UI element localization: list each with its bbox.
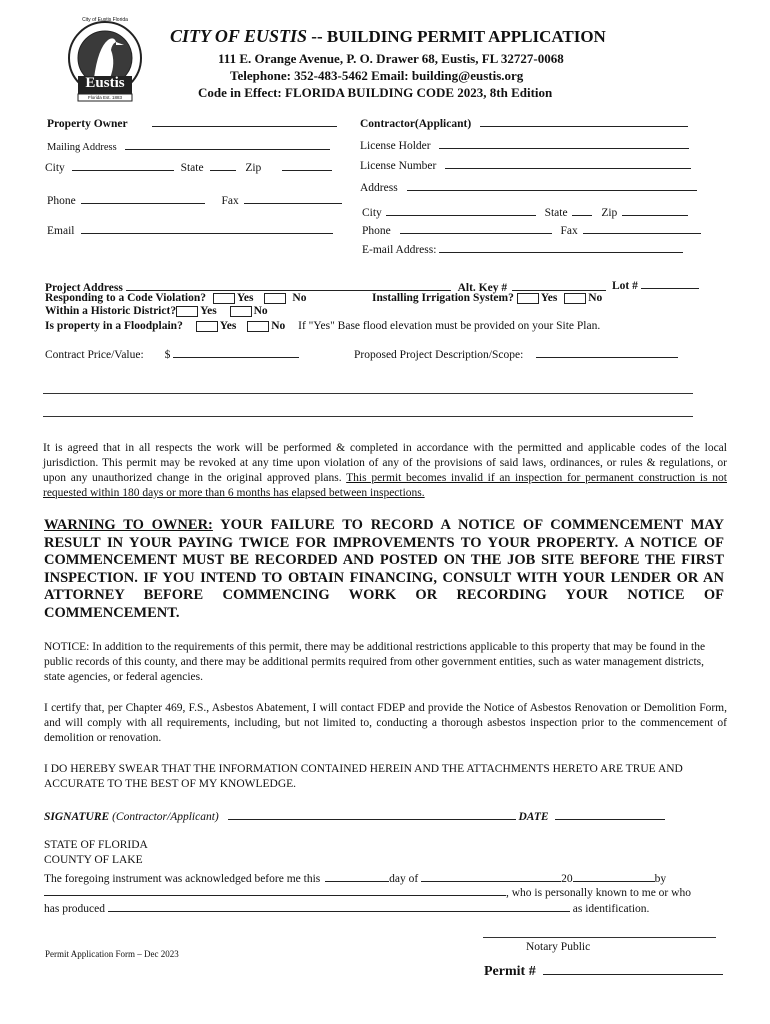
contractor-address-label: Address xyxy=(360,182,398,194)
description-label: Proposed Project Description/Scope: xyxy=(354,349,524,361)
city-name: CITY OF EUSTIS xyxy=(170,26,308,46)
header-code: Code in Effect: FLORIDA BUILDING CODE 2023, 8th Edition xyxy=(198,85,553,100)
acknowledged-month-field[interactable] xyxy=(421,870,561,882)
has-produced-row xyxy=(44,900,649,915)
contractor-label: Contractor(Applicant) xyxy=(360,118,472,130)
irrigation-yes-checkbox[interactable] xyxy=(517,293,539,304)
lot-row xyxy=(612,277,699,292)
asbestos-paragraph: I certify that, per Chapter 469, F.S., Asbestos Abatement, I will contact FDEP and provide the Notice of Asbestos Renovation or Demolition Form, and will comply with all requirements, including, but not limited to, conducting a thorough asbestos inspection prior to the commencement of demolition or renovation. xyxy=(44,702,727,744)
mailing-address-label: Mailing Address xyxy=(47,142,117,153)
code-violation-yes-label: Yes xyxy=(236,292,254,304)
acknowledged-day-field[interactable] xyxy=(325,870,389,882)
owner-city-field[interactable] xyxy=(72,159,174,171)
floodplain-yes-checkbox[interactable] xyxy=(196,321,218,332)
owner-state-label: State xyxy=(180,162,204,174)
description-line-2[interactable] xyxy=(43,416,693,417)
acknowledged-label: The foregoing instrument was acknowledged before me this xyxy=(44,873,321,885)
project-address-label: Project Address xyxy=(45,282,123,294)
warning-text: YOUR FAILURE TO RECORD A NOTICE OF COMMENCEMENT MAY RESULT IN YOUR PAYING TWICE FOR IMPROVEMENTS TO YOUR PROPERTY. A NOTICE OF COMMENCEMENT MUST BE RECORDED AND POSTED ON THE JOB SITE BEFORE THE FIRST INSPECTION. IF YOU INTEND TO OBTAIN FINANCING, CONSULT WITH YOUR LENDER OR AN ATTORNEY BEFORE COMMENCING WORK OR RECORDING YOUR NOTICE OF COMMENCEMENT. xyxy=(44,517,724,621)
lot-field[interactable] xyxy=(641,277,699,289)
irrigation-label: Installing Irrigation System? xyxy=(372,292,514,304)
header-contact: Telephone: 352-483-5462 Email: building@eustis.org xyxy=(230,68,524,83)
contractor-zip-field[interactable] xyxy=(622,204,688,216)
contractor-phone-label: Phone xyxy=(362,225,391,237)
city-seal-logo xyxy=(64,18,146,106)
agreement-paragraph xyxy=(43,441,727,501)
owner-email-row xyxy=(47,222,333,237)
contractor-fax-label: Fax xyxy=(560,225,578,237)
logo-est-text: Florida Est. 1883 xyxy=(87,95,123,100)
notary-public-label: Notary Public xyxy=(526,941,591,953)
floodplain-no-checkbox[interactable] xyxy=(247,321,269,332)
contractor-email-field[interactable] xyxy=(439,241,683,253)
license-holder-label: License Holder xyxy=(360,140,431,152)
warning-paragraph xyxy=(44,517,724,622)
form-version: Permit Application Form – Dec 2023 xyxy=(45,949,179,959)
property-owner-label: Property Owner xyxy=(47,118,128,130)
floodplain-row xyxy=(45,320,600,332)
day-of-label: day of xyxy=(389,873,419,885)
contractor-phone-field[interactable] xyxy=(400,222,552,234)
signature-label: SIGNATURE xyxy=(44,811,110,823)
agreement-text: It is agreed that in all respects the work will be performed & completed in accordance with the permitted and applicable codes of the local jurisdiction. This permit may be revoked at any time upon violation of any of the provisions of said laws, ordinances, or rules & regulations, or upon any unauthorized change in the original approved plans. xyxy=(43,442,727,484)
owner-fax-field[interactable] xyxy=(244,192,342,204)
form-title: -- BUILDING PERMIT APPLICATION xyxy=(307,27,606,46)
owner-zip-label: Zip xyxy=(245,162,262,174)
floodplain-label: Is property in a Floodplain? xyxy=(45,320,183,332)
description-field[interactable] xyxy=(536,346,678,358)
permit-number-label: Permit # xyxy=(484,964,536,979)
code-violation-yes-checkbox[interactable] xyxy=(213,293,235,304)
has-produced-label: has produced xyxy=(44,903,105,915)
alt-key-label: Alt. Key # xyxy=(457,282,508,294)
owner-phone-field[interactable] xyxy=(81,192,205,204)
year-prefix: 20 xyxy=(561,873,573,885)
irrigation-yes-label: Yes xyxy=(540,292,558,304)
irrigation-no-label: No xyxy=(588,292,603,304)
contractor-email-row xyxy=(362,241,683,256)
property-owner-row xyxy=(47,115,337,130)
date-field[interactable] xyxy=(555,808,665,820)
date-label: DATE xyxy=(518,811,549,823)
code-violation-no-checkbox[interactable] xyxy=(264,293,286,304)
contract-price-label: Contract Price/Value: xyxy=(45,349,144,361)
permit-number-row xyxy=(484,962,723,980)
owner-phone-row xyxy=(47,192,342,207)
logo-ring-text: City of Eustis Florida xyxy=(82,17,128,23)
contractor-city-field[interactable] xyxy=(386,204,536,216)
header-address: 111 E. Orange Avenue, P. O. Drawer 68, Eustis, FL 32727-0068 xyxy=(218,51,564,66)
historic-label: Within a Historic District? xyxy=(45,305,177,317)
contractor-zip-label: Zip xyxy=(601,207,618,219)
flood-note: If "Yes" Base flood elevation must be provided on your Site Plan. xyxy=(298,320,601,332)
contractor-phone-row xyxy=(362,222,701,237)
notary-state: STATE OF FLORIDA xyxy=(44,839,148,851)
notary-signature-line[interactable] xyxy=(483,937,716,938)
acknowledged-year-field[interactable] xyxy=(573,870,655,882)
by-label: by xyxy=(654,873,667,885)
signature-sub-label: (Contractor/Applicant) xyxy=(112,811,219,823)
lot-label: Lot # xyxy=(612,280,638,292)
irrigation-no-checkbox[interactable] xyxy=(564,293,586,304)
dollar-sign: $ xyxy=(164,349,171,361)
warning-label: WARNING TO OWNER: xyxy=(44,517,213,533)
project-address-field[interactable] xyxy=(126,279,451,291)
owner-zip-field[interactable] xyxy=(282,159,332,171)
alt-key-field[interactable] xyxy=(512,279,606,291)
owner-state-field[interactable] xyxy=(210,159,236,171)
owner-fax-label: Fax xyxy=(221,195,239,207)
notary-county: COUNTY OF LAKE xyxy=(44,854,143,866)
license-holder-row xyxy=(360,137,689,152)
code-violation-no-label: No xyxy=(292,292,307,304)
owner-city-label: City xyxy=(45,162,65,174)
mailing-address-row xyxy=(47,138,330,153)
license-number-label: License Number xyxy=(360,160,437,172)
logo-wordmark: Eustis xyxy=(85,75,125,91)
owner-phone-label: Phone xyxy=(47,195,76,207)
contractor-address-row xyxy=(360,179,697,194)
description-row xyxy=(354,346,678,361)
historic-yes-checkbox[interactable] xyxy=(176,306,198,317)
license-number-field[interactable] xyxy=(445,157,691,169)
identification-field[interactable] xyxy=(108,900,570,912)
signature-row xyxy=(44,808,665,823)
contract-price-field[interactable] xyxy=(173,346,299,358)
swear-paragraph: I DO HEREBY SWEAR THAT THE INFORMATION CONTAINED HEREIN AND THE ATTACHMENTS HERETO ARE TRUE AND ACCURATE TO THE BEST OF MY KNOWLEDGE. xyxy=(44,763,683,790)
floodplain-no-label: No xyxy=(271,320,286,332)
mailing-address-field[interactable] xyxy=(125,138,330,150)
description-line-1[interactable] xyxy=(43,393,693,394)
personally-known-row xyxy=(44,884,691,899)
signature-field[interactable] xyxy=(228,808,516,820)
contractor-state-field[interactable] xyxy=(572,204,592,216)
contract-price-row xyxy=(45,346,299,361)
historic-yes-label: Yes xyxy=(200,305,217,317)
license-holder-field[interactable] xyxy=(439,137,689,149)
owner-city-row xyxy=(45,159,332,174)
notice-paragraph: NOTICE: In addition to the requirements of this permit, there may be additional restrictions applicable to this property that may be found in the public records of this county, and there may be additional permits required from other government entities, such as water management districts, state agencies, or federal agencies. xyxy=(44,641,706,683)
property-owner-field[interactable] xyxy=(152,115,337,127)
historic-no-checkbox[interactable] xyxy=(230,306,252,317)
irrigation-row xyxy=(372,292,602,304)
acknowledged-row xyxy=(44,870,666,885)
historic-no-label: No xyxy=(253,305,268,317)
owner-email-field[interactable] xyxy=(81,222,333,234)
contractor-email-label: E-mail Address: xyxy=(362,244,437,256)
owner-email-label: Email xyxy=(47,225,75,237)
contractor-row xyxy=(360,115,688,130)
license-number-row xyxy=(360,157,691,172)
permit-number-field[interactable] xyxy=(543,962,723,975)
historic-row xyxy=(45,305,268,317)
contractor-state-label: State xyxy=(544,207,568,219)
contractor-fax-field[interactable] xyxy=(583,222,701,234)
identification-label: as identification. xyxy=(572,903,650,915)
personally-known-label: , who is personally known to me or who xyxy=(506,887,691,899)
code-violation-label: Responding to a Code Violation? xyxy=(45,292,207,304)
notary-name-field[interactable] xyxy=(44,884,506,896)
code-violation-row xyxy=(45,292,306,304)
contractor-city-row xyxy=(362,204,688,219)
floodplain-yes-label: Yes xyxy=(219,320,237,332)
contractor-address-field[interactable] xyxy=(407,179,697,191)
agreement-invalid-text: This permit becomes invalid if an inspection for permanent construction is not requested within 180 days or more than 6 months has elapsed between inspections. xyxy=(43,472,727,499)
contractor-field[interactable] xyxy=(480,115,688,127)
document-title xyxy=(170,26,606,47)
contractor-city-label: City xyxy=(362,207,382,219)
